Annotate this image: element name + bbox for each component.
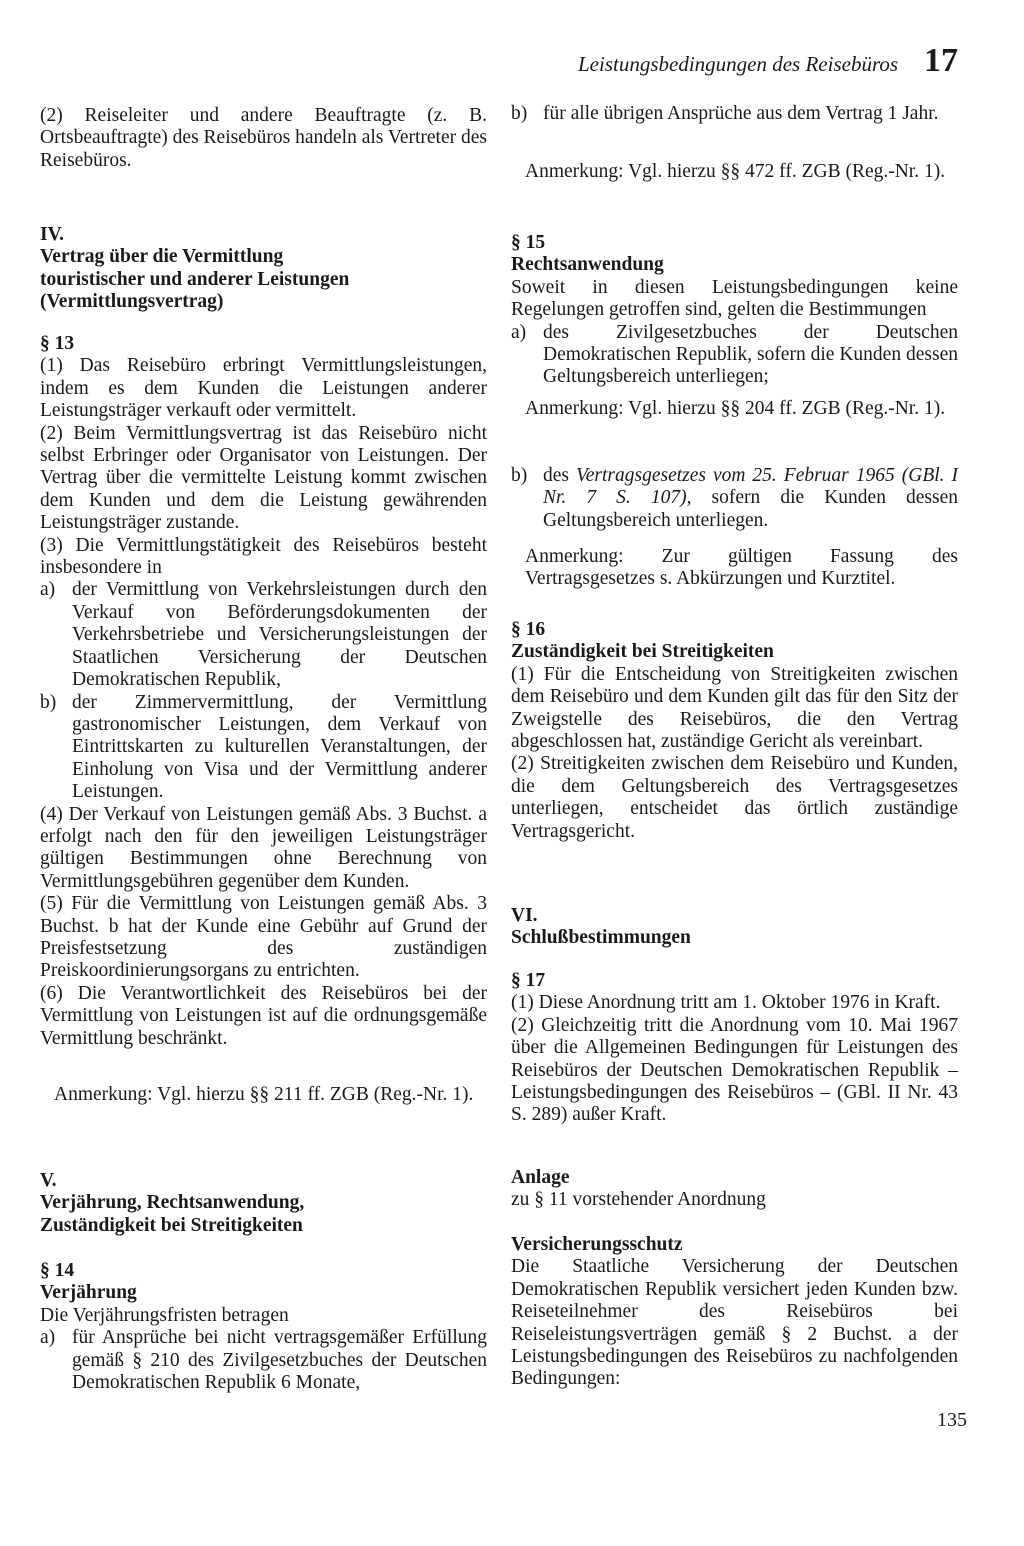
list-item-13-3b	[40, 692, 487, 804]
section-iv-title-line-3: (Vermittlungsvertrag)	[40, 291, 224, 313]
list-marker: a)	[40, 579, 56, 601]
para-13-1: (1) Das Reisebüro erbringt Vermittlungsleistungen, indem es dem Kunden die Leistungen anderer Leistungsträger verkauft oder vermittelt.	[40, 355, 487, 422]
anlage-subtitle: zu § 11 vorstehender Anordnung	[511, 1189, 766, 1211]
annotation-note: Anmerkung: Zur gültigen Fassung des Vertragsgesetzes s. Abkürzungen und Kurztitel.	[525, 546, 958, 590]
versicherungsschutz	[511, 1234, 958, 1391]
paragraph-14-number: § 14	[40, 1260, 75, 1281]
annotation-note: Anmerkung: Vgl. hierzu §§ 211 ff. ZGB (Reg.-Nr. 1).	[54, 1084, 474, 1105]
para-13-5: (5) Für die Vermittlung von Leistungen gemäß Abs. 3 Buchst. b hat der Kunde eine Gebühr auf Grund der Preisfestsetzung des zuständigen Preiskoordinierungsorgans zu entrichten.	[40, 893, 487, 982]
section-v-title-line-2: Zuständigkeit bei Streitigkeiten	[40, 1214, 303, 1236]
section-v-title-line-1: Verjährung, Rechtsanwendung,	[40, 1192, 305, 1214]
left-column	[40, 105, 487, 172]
section-iv-number: IV.	[40, 224, 65, 245]
annotation-note: Anmerkung: Vgl. hierzu §§ 204 ff. ZGB (Reg.-Nr. 1).	[525, 398, 946, 419]
para-13-3: (3) Die Vermittlungstätigkeit des Reisebüros besteht insbesondere in	[40, 534, 487, 579]
list-item-13-3a	[40, 579, 487, 691]
paragraph-13	[40, 333, 487, 1050]
note-15a	[511, 398, 958, 420]
paragraph-15-number: § 15	[511, 232, 546, 253]
list-marker: a)	[40, 1327, 56, 1349]
running-header-title: Leistungsbedingungen des Reisebüros	[578, 52, 899, 76]
paragraph-16-number: § 16	[511, 619, 546, 640]
paragraph-14	[40, 1260, 487, 1394]
para-12-2: (2) Reiseleiter und andere Beauftragte (z. B. Ortsbeauftragte) des Reisebüros handeln als Vertreter des Reisebüros.	[40, 105, 487, 171]
para-17-2: (2) Gleichzeitig tritt die Anordnung vom 10. Mai 1967 über die Allgemeinen Bedingungen für Leistungen des Reisebüros der Deutschen Demokratischen Republik – Leistungsbedingungen des Reisebüros – (GBl. II Nr. 43 S. 289) außer Kraft.	[511, 1014, 958, 1126]
list-item-text-post: sofern die Kunden dessen Geltungsbereich unterliegen.	[543, 487, 958, 531]
list-marker: b)	[511, 465, 528, 486]
para-16-2: (2) Streitigkeiten zwischen dem Reisebüro und Kunden, die dem Geltungsbereich des Vertragsgesetzes unterliegen, entscheidet das örtlich zuständige Vertragsgericht.	[511, 753, 958, 842]
section-iv-heading	[40, 224, 487, 314]
note-14	[511, 161, 958, 183]
list-item-14b	[511, 103, 958, 125]
list-marker: b)	[511, 103, 528, 124]
paragraph-17-number: § 17	[511, 970, 546, 991]
list-marker: a)	[511, 321, 527, 343]
section-vi-number: VI.	[511, 905, 538, 926]
paragraph-16-title: Zuständigkeit bei Streitigkeiten	[511, 641, 774, 663]
annotation-note: Anmerkung: Vgl. hierzu §§ 472 ff. ZGB (Reg.-Nr. 1).	[525, 161, 946, 182]
note-13	[40, 1084, 487, 1106]
para-15-intro: Soweit in diesen Leistungsbedingungen keine Regelungen getroffen sind, gelten die Bestimmungen	[511, 276, 958, 321]
list-item-15b	[511, 465, 958, 532]
page-number: 135	[937, 1409, 967, 1431]
section-iv-title-line-2: touristischer und anderer Leistungen	[40, 268, 350, 290]
para-13-4: (4) Der Verkauf von Leistungen gemäß Abs. 3 Buchst. a erfolgt nach den für den jeweiligen Leistungsträger gültigen Bestimmungen ohne Berechnung von Vermittlungsgebühren gegenüber dem Kunden.	[40, 803, 487, 892]
section-v-heading	[40, 1170, 487, 1237]
para-17-1: (1) Diese Anordnung tritt am 1. Oktober 1976 in Kraft.	[511, 992, 941, 1014]
paragraph-14-title: Verjährung	[40, 1282, 137, 1304]
para-14-intro: Die Verjährungsfristen betragen	[40, 1304, 289, 1326]
note-15b	[511, 546, 958, 591]
list-item-text: für Ansprüche bei nicht vertragsgemäßer Erfüllung gemäß § 210 des Zivilgesetzbuches der Deutschen Demokratischen Republik 6 Monate,	[72, 1327, 487, 1394]
versicherungsschutz-text: Die Staatliche Versicherung der Deutschen Demokratischen Republik versichert jeden Kunden bzw. Reiseteilnehmer des Reisebüros bei Reiseleistungsverträgen gemäß § 2 Buchst. a der Leistungsbedingungen des Reisebüros zu nachfolgenden Bedingungen:	[511, 1256, 958, 1390]
list-marker: b)	[40, 691, 57, 713]
para-13-2: (2) Beim Vermittlungsvertrag ist das Reisebüro nicht selbst Erbringer oder Organisator von Leistungen. Der Vertrag über die vermittelte Leistung kommt zwischen dem Kunden und dem die Leistung gewährenden Leistungsträger zustande.	[40, 422, 487, 534]
paragraph-15-title: Rechtsanwendung	[511, 254, 664, 276]
section-vi-heading	[511, 905, 958, 950]
section-v-number: V.	[40, 1170, 57, 1191]
list-item-text: der Zimmervermittlung, der Vermittlung gastronomischer Leistungen, dem Verkauf von Eintrittskarten zu kulturellen Veranstaltungen, der Einholung von Visa und der Vermittlung anderer Leistungen.	[72, 691, 487, 803]
versicherungsschutz-title: Versicherungsschutz	[511, 1234, 683, 1255]
paragraph-15	[511, 232, 958, 389]
list-item-14a	[40, 1327, 487, 1394]
para-13-6: (6) Die Verantwortlichkeit des Reisebüros bei der Vermittlung von Leistungen ist auf die ordnungsgemäße Vermittlung beschränkt.	[40, 982, 487, 1049]
right-column-top	[511, 103, 958, 125]
list-item-text: der Vermittlung von Verkehrsleistungen durch den Verkauf von Beförderungsdokumenten der Verkehrsbetriebe und Versicherungsleistungen der Staatlichen Versicherung der Deutschen Demokratischen Republik,	[72, 579, 487, 691]
section-vi-title: Schlußbestimmungen	[511, 927, 691, 949]
paragraph-16	[511, 619, 958, 843]
list-item-text-italic: Vertragsgesetzes vom 25. Februar 1965 (GBl. I Nr. 7 S. 107),	[543, 465, 958, 509]
paragraph-13-number: § 13	[40, 333, 75, 354]
anlage	[511, 1167, 958, 1212]
running-header-page-number: 17	[924, 42, 958, 79]
list-item-text: für alle übrigen Ansprüche aus dem Vertrag 1 Jahr.	[543, 103, 939, 124]
para-16-1: (1) Für die Entscheidung von Streitigkeiten zwischen dem Reisebüro und dem Kunden gilt das für den Sitz der Zweigstelle des Reisebüros, die den Vertrag abgeschlossen hat, zuständige Gericht als vereinbart.	[511, 663, 958, 753]
list-item-15a	[511, 322, 958, 389]
anlage-title: Anlage	[511, 1167, 570, 1188]
list-item-text-pre: des	[543, 465, 576, 486]
section-iv-title-line-1: Vertrag über die Vermittlung	[40, 246, 284, 268]
list-item-text: des Zivilgesetzbuches der Deutschen Demokratischen Republik, sofern die Kunden dessen Geltungsbereich unterliegen;	[543, 321, 958, 388]
list-item-15b-block	[511, 465, 958, 532]
paragraph-17	[511, 970, 958, 1127]
